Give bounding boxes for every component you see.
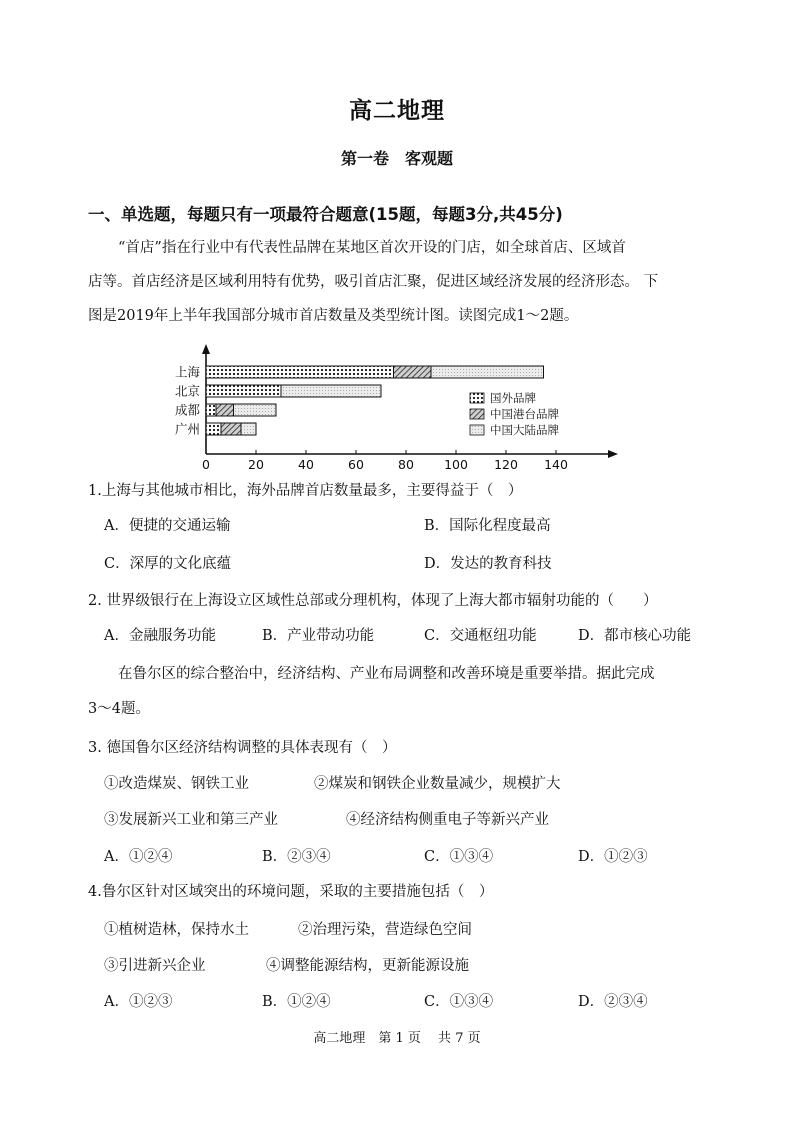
q4-item-4: ④调整能源结构，更新能源设施 — [266, 958, 469, 974]
q3-option-d: D．①②③ — [578, 849, 648, 865]
legend-swatch — [470, 393, 484, 403]
q2-option-d: D．都市核心功能 — [578, 628, 692, 644]
x-tick-label: 120 — [494, 457, 518, 472]
q3-item-3: ③发展新兴工业和第三产业 — [104, 812, 278, 828]
q4-item-2: ②治理污染，营造绿色空间 — [298, 922, 472, 938]
category-label: 上海 — [174, 364, 200, 380]
bar-segment — [206, 366, 394, 378]
q3-item-2: ②煤炭和钢铁企业数量减少，规模扩大 — [314, 776, 561, 792]
category-label: 成都 — [174, 402, 200, 418]
bar-segment — [241, 423, 256, 435]
page-footer: 高二地理 第 1 页 共 7 页 — [313, 1031, 481, 1046]
q3-item-4: ④经济结构侧重电子等新兴产业 — [346, 812, 549, 828]
intro1-line2: 店等。首店经济是区域利用特有优势，吸引首店汇聚，促进区域经济发展的经济形态。 下 — [88, 274, 659, 290]
category-label: 北京 — [174, 383, 200, 399]
exam-title: 高二地理 — [349, 98, 445, 124]
x-tick-label: 0 — [202, 457, 210, 472]
q4-option-d: D．②③④ — [578, 994, 648, 1010]
q3-stem: 3. 德国鲁尔区经济结构调整的具体表现有（ ） — [88, 740, 397, 756]
bar-segment — [206, 423, 221, 435]
q1-stem: 1.上海与其他城市相比，海外品牌首店数量最多，主要得益于（ ） — [88, 483, 523, 499]
legend-swatch — [470, 409, 484, 419]
intro2-line2: 3～4题。 — [88, 701, 150, 717]
q1-option-a: A．便捷的交通运输 — [104, 518, 231, 534]
q2-option-c: C．交通枢纽功能 — [424, 628, 537, 644]
category-label: 广州 — [174, 421, 200, 437]
x-tick-label: 20 — [248, 457, 264, 472]
intro1-line1: “首店”指在行业中有代表性品牌在某地区首次开设的门店，如全球首店、区域首 — [118, 240, 626, 256]
q1-option-d: D．发达的教育科技 — [424, 556, 552, 572]
bar-segment — [206, 404, 216, 416]
bar-segment — [206, 385, 281, 397]
legend-swatch — [470, 425, 484, 435]
q4-item-1: ①植树造林，保持水土 — [104, 922, 249, 938]
exam-subtitle: 第一卷 客观题 — [340, 149, 453, 168]
q1-option-b: B．国际化程度最高 — [424, 518, 551, 534]
intro2-line1: 在鲁尔区的综合整治中，经济结构、产业布局调整和改善环境是重要举措。据此完成 — [118, 666, 655, 682]
x-tick-label: 60 — [348, 457, 364, 472]
legend-label: 中国港台品牌 — [490, 407, 559, 421]
legend-label: 中国大陆品牌 — [490, 423, 559, 437]
q3-item-1: ①改造煤炭、钢铁工业 — [104, 776, 249, 792]
bar-segment — [221, 423, 241, 435]
q4-option-a: A．①②③ — [104, 994, 173, 1010]
bar-segment — [216, 404, 234, 416]
x-tick-label: 40 — [298, 457, 314, 472]
bar-segment — [234, 404, 277, 416]
x-tick-label: 100 — [444, 457, 468, 472]
x-tick-label: 80 — [398, 457, 414, 472]
q2-stem: 2. 世界级银行在上海设立区域性总部或分理机构，体现了上海大都市辐射功能的（ ） — [88, 593, 658, 609]
intro1-line3: 图是2019年上半年我国部分城市首店数量及类型统计图。读图完成1～2题。 — [88, 308, 579, 324]
q4-item-3: ③引进新兴企业 — [104, 958, 206, 974]
legend-label: 国外品牌 — [490, 391, 536, 405]
q3-option-b: B．②③④ — [262, 849, 331, 865]
q4-option-b: B．①②④ — [262, 994, 331, 1010]
q4-stem: 4.鲁尔区针对区域突出的环境问题，采取的主要措施包括（ ） — [88, 884, 494, 900]
q3-option-c: C．①③④ — [424, 849, 494, 865]
bar-segment — [394, 366, 432, 378]
x-tick-label: 140 — [544, 457, 568, 472]
q3-option-a: A．①②④ — [104, 849, 173, 865]
store-count-chart — [168, 344, 618, 474]
q2-option-b: B．产业带动功能 — [262, 628, 375, 644]
q4-option-c: C．①③④ — [424, 994, 494, 1010]
y-axis-arrow — [202, 344, 210, 354]
section-heading: 一、单选题，每题只有一项最符合题意(15题，每题3分,共45分) — [88, 205, 563, 224]
q2-option-a: A．金融服务功能 — [104, 628, 216, 644]
q1-option-c: C．深厚的文化底蕴 — [104, 556, 232, 572]
bar-segment — [431, 366, 544, 378]
bar-segment — [281, 385, 381, 397]
x-axis-arrow — [608, 450, 618, 458]
